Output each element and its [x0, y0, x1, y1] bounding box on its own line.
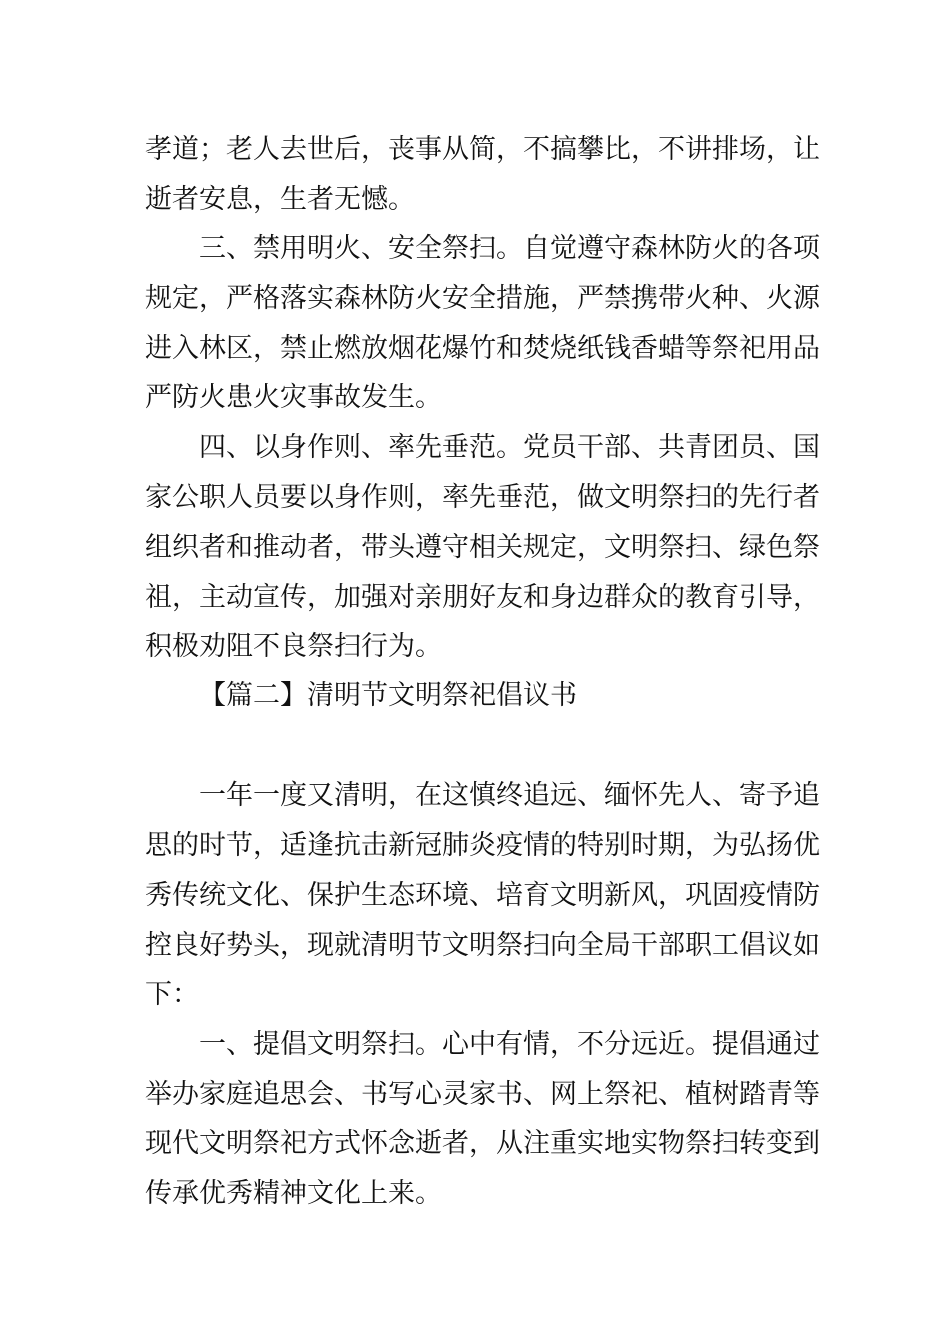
body-text-line: 三、禁用明火、安全祭扫。自觉遵守森林防火的各项	[199, 233, 820, 264]
body-text-line: 进入林区，禁止燃放烟花爆竹和焚烧纸钱香蜡等祭祀用品	[145, 333, 820, 364]
body-text-line: 祖，主动宣传，加强对亲朋好友和身边群众的教育引导，	[145, 582, 820, 613]
body-text-line: 秀传统文化、保护生态环境、培育文明新风，巩固疫情防	[145, 880, 820, 911]
body-text-line: 下：	[145, 979, 199, 1010]
body-text-line: 控良好势头，现就清明节文明祭扫向全局干部职工倡议如	[145, 930, 820, 961]
body-text-line: 积极劝阻不良祭扫行为。	[145, 631, 442, 662]
body-text-line: 孝道；老人去世后，丧事从简，不搞攀比，不讲排场，让	[145, 134, 820, 165]
body-text-line: 严防火患火灾事故发生。	[145, 382, 442, 413]
body-text-line: 四、以身作则、率先垂范。党员干部、共青团员、国	[199, 432, 820, 463]
body-text-line: 一、提倡文明祭扫。心中有情，不分远近。提倡通过	[199, 1029, 820, 1060]
body-text-line: 逝者安息，生者无憾。	[145, 184, 415, 215]
body-text-line: 家公职人员要以身作则，率先垂范，做文明祭扫的先行者	[145, 482, 820, 513]
body-text-line: 一年一度又清明，在这慎终追远、缅怀先人、寄予追	[199, 780, 820, 811]
body-text-line: 组织者和推动者，带头遵守相关规定，文明祭扫、绿色祭	[145, 532, 820, 563]
body-text-line: 传承优秀精神文化上来。	[145, 1178, 442, 1209]
body-text-line: 现代文明祭祀方式怀念逝者，从注重实地实物祭扫转变到	[145, 1128, 820, 1159]
body-text-line: 思的时节，适逢抗击新冠肺炎疫情的特别时期，为弘扬优	[145, 830, 820, 861]
body-text-line: 举办家庭追思会、书写心灵家书、网上祭祀、植树踏青等	[145, 1079, 820, 1110]
section-heading: 【篇二】清明节文明祭祀倡议书	[199, 680, 577, 711]
body-text-line: 规定，严格落实森林防火安全措施，严禁携带火种、火源	[145, 283, 820, 314]
